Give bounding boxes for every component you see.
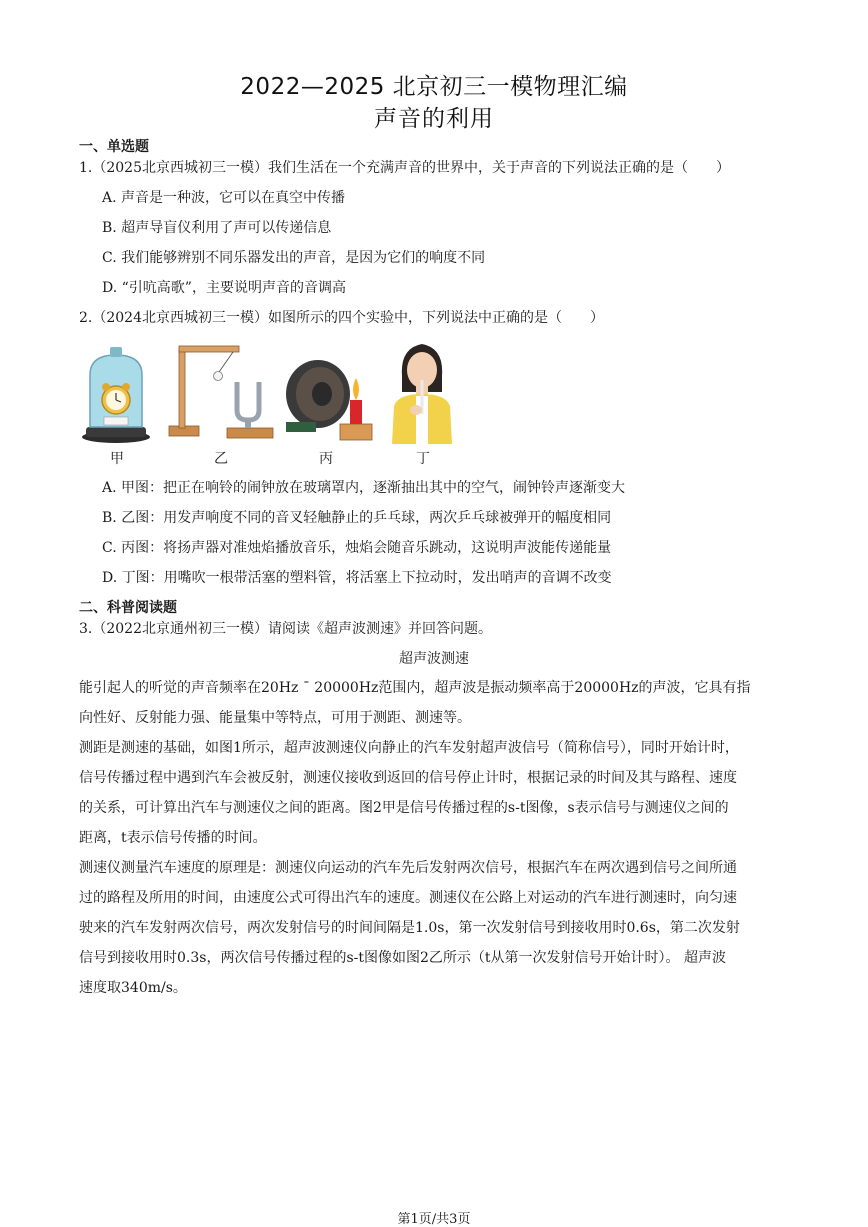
bell-jar-alarm-clock-image [80,345,152,445]
document-subtitle: 声音的利用 [374,106,494,132]
question-1-option-a: A. 声音是一种波，它可以在真空中传播 [102,190,346,206]
question-1-stem: 1.（2025北京西城初三一模）我们生活在一个充满声音的世界中，关于声音的下列说法正确的是（ ） [79,160,730,176]
article-line-8: 过的路程及所用的时间，由速度公式可得出汽车的速度。测速仪在公路上对运动的汽车进行测速时，向匀速 [79,890,737,906]
document-title: 2022—2025 北京初三一模物理汇编 [240,74,628,100]
figure-label-bing: 丙 [319,451,333,467]
speaker-candle-image [280,352,376,444]
question-1-option-b: B. 超声导盲仪利用了声可以传递信息 [102,220,332,236]
question-2-option-b: B. 乙图：用发声响度不同的音叉轻触静止的乒乓球，两次乒乓球被弹开的幅度相同 [102,510,612,526]
question-1-option-c: C. 我们能够辨别不同乐器发出的声音，是因为它们的响度不同 [102,250,486,266]
article-line-3: 测距是测速的基础，如图1所示，超声波测速仪向静止的汽车发射超声波信号（简称信号），同时开始计时， [79,740,739,756]
question-2-option-c: C. 丙图：将扬声器对准烛焰播放音乐，烛焰会随音乐跳动，这说明声波能传递能量 [102,540,612,556]
article-line-5: 的关系，可计算出汽车与测速仪之间的距离。图2甲是信号传播过程的s-t图像，s表示信号与测速仪之间的 [79,800,729,816]
figure-label-ding: 丁 [416,451,430,467]
article-line-7: 测速仪测量汽车速度的原理是：测速仪向运动的汽车先后发射两次信号，根据汽车在两次遇到信号之间所通 [79,860,737,876]
article-line-2: 向性好、反射能力强、能量集中等特点，可用于测距、测速等。 [79,710,471,726]
question-2-option-a: A. 甲图：把正在响铃的闹钟放在玻璃罩内，逐渐抽出其中的空气，闹钟铃声逐渐变大 [102,480,626,496]
article-title: 超声波测速 [399,651,469,667]
question-3-stem: 3.（2022北京通州初三一模）请阅读《超声波测速》并回答问题。 [79,621,492,637]
girl-blowing-pipe-image [386,336,458,444]
article-line-6: 距离，t表示信号传播的时间。 [79,830,267,846]
question-2-stem: 2.（2024北京西城初三一模）如图所示的四个实验中，下列说法中正确的是（ ） [79,310,604,326]
article-line-1: 能引起人的听觉的声音频率在20Hz ˉ 20000Hz范围内，超声波是振动频率高于20000Hz的声波，它具有指 [79,680,751,696]
section-heading-reading: 二、科普阅读题 [79,600,177,616]
article-line-4: 信号传播过程中遇到汽车会被反射，测速仪接收到返回的信号停止计时，根据记录的时间及其与路程、速度 [79,770,737,786]
page-number: 第1页/共3页 [397,1212,471,1227]
tuning-fork-ping-pong-image [165,340,277,442]
section-heading-single-choice: 一、单选题 [79,139,149,155]
article-line-11: 速度取340m/s。 [79,980,187,996]
question-1-option-d: D. “引吭高歌”，主要说明声音的音调高 [102,280,346,296]
figure-label-jia: 甲 [110,451,124,467]
article-line-10: 信号到接收用时0.3s，两次信号传播过程的s-t图像如图2乙所示（t从第一次发射信号开始计时）。 超声波 [79,950,726,966]
figure-label-yi: 乙 [214,451,228,467]
question-2-option-d: D. 丁图：用嘴吹一根带活塞的塑料管，将活塞上下拉动时，发出哨声的音调不改变 [102,570,612,586]
article-line-9: 驶来的汽车发射两次信号，两次发射信号的时间间隔是1.0s，第一次发射信号到接收用时0.6s，第二次发射 [79,920,740,936]
